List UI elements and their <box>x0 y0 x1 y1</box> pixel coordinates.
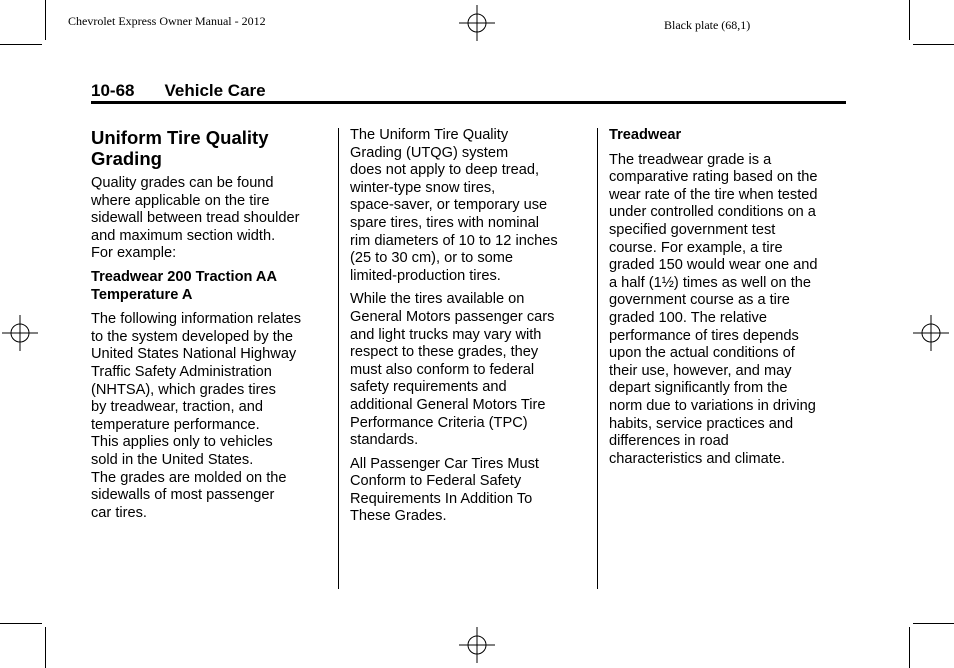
treadwear-heading: Treadwear <box>609 127 682 143</box>
registration-mark-icon <box>2 315 38 351</box>
conform-paragraph: All Passenger Car Tires Must Conform to Federal Safety Requirements In Addition To These Grades. <box>350 455 539 525</box>
running-header-title: Chevrolet Express Owner Manual - 2012 <box>68 14 266 28</box>
crop-mark <box>909 0 910 40</box>
column-divider <box>597 128 598 589</box>
column-2 <box>350 127 586 532</box>
crop-mark <box>909 627 910 668</box>
page-header <box>91 81 266 101</box>
crop-mark <box>0 623 42 624</box>
column-divider <box>338 128 339 589</box>
treadwear-paragraph: The treadwear grade is a comparative rating based on the wear rate of the tire when tested under controlled conditions on a specified government test course. For example, a tire graded 150 would wear one and a half (1½) times as well on the government course as a tire graded 100. The relative performance of tires depends upon the actual conditions of their use, however, and may depart significantly from the norm due to variations in driving habits, service practices and differences in road characteristics and climate. <box>609 151 818 467</box>
registration-mark-icon <box>913 315 949 351</box>
header-rule <box>91 101 846 104</box>
crop-mark <box>45 0 46 40</box>
section-title: Vehicle Care <box>164 81 266 100</box>
crop-mark <box>0 44 42 45</box>
utqg-scope-paragraph: The Uniform Tire Quality Grading (UTQG) system does not apply to deep tread, winter-type snow tires, space-saver, or temporary use spare tires, tires with nominal rim diameters of 10 to 12 inches (25 to 30 cm), or to some limited-production tires. <box>350 127 558 284</box>
grade-example: Treadwear 200 Traction AA Temperature A <box>91 268 278 303</box>
molded-paragraph: The grades are molded on the sidewalls of most passenger car tires. <box>91 469 287 521</box>
gm-tires-paragraph: While the tires available on General Motors passenger cars and light trucks may vary with respect to these grades, they must also conform to federal safety requirements and additional General Motors Tire Performance Criteria (TPC) standards. <box>350 291 555 449</box>
page-number: 10-68 <box>91 81 135 100</box>
column-3 <box>609 127 845 474</box>
crop-mark <box>913 623 954 624</box>
applies-paragraph: This applies only to vehicles sold in the United States. <box>91 434 273 468</box>
intro-paragraph: Quality grades can be found where applicable on the tire sidewall between tread shoulder and maximum section width. For example: <box>91 175 300 262</box>
crop-mark <box>45 627 46 668</box>
section-heading: Uniform Tire Quality Grading <box>91 127 269 169</box>
registration-mark-icon <box>459 5 495 41</box>
registration-mark-icon <box>459 627 495 663</box>
running-header-plate: Black plate (68,1) <box>664 18 751 32</box>
column-1 <box>91 127 327 528</box>
crop-mark <box>913 44 954 45</box>
info-paragraph: The following information relates to the system developed by the United States National Highway Traffic Safety Administration (NHTSA), which grades tires by treadwear, traction, and temperature performance. <box>91 311 302 433</box>
